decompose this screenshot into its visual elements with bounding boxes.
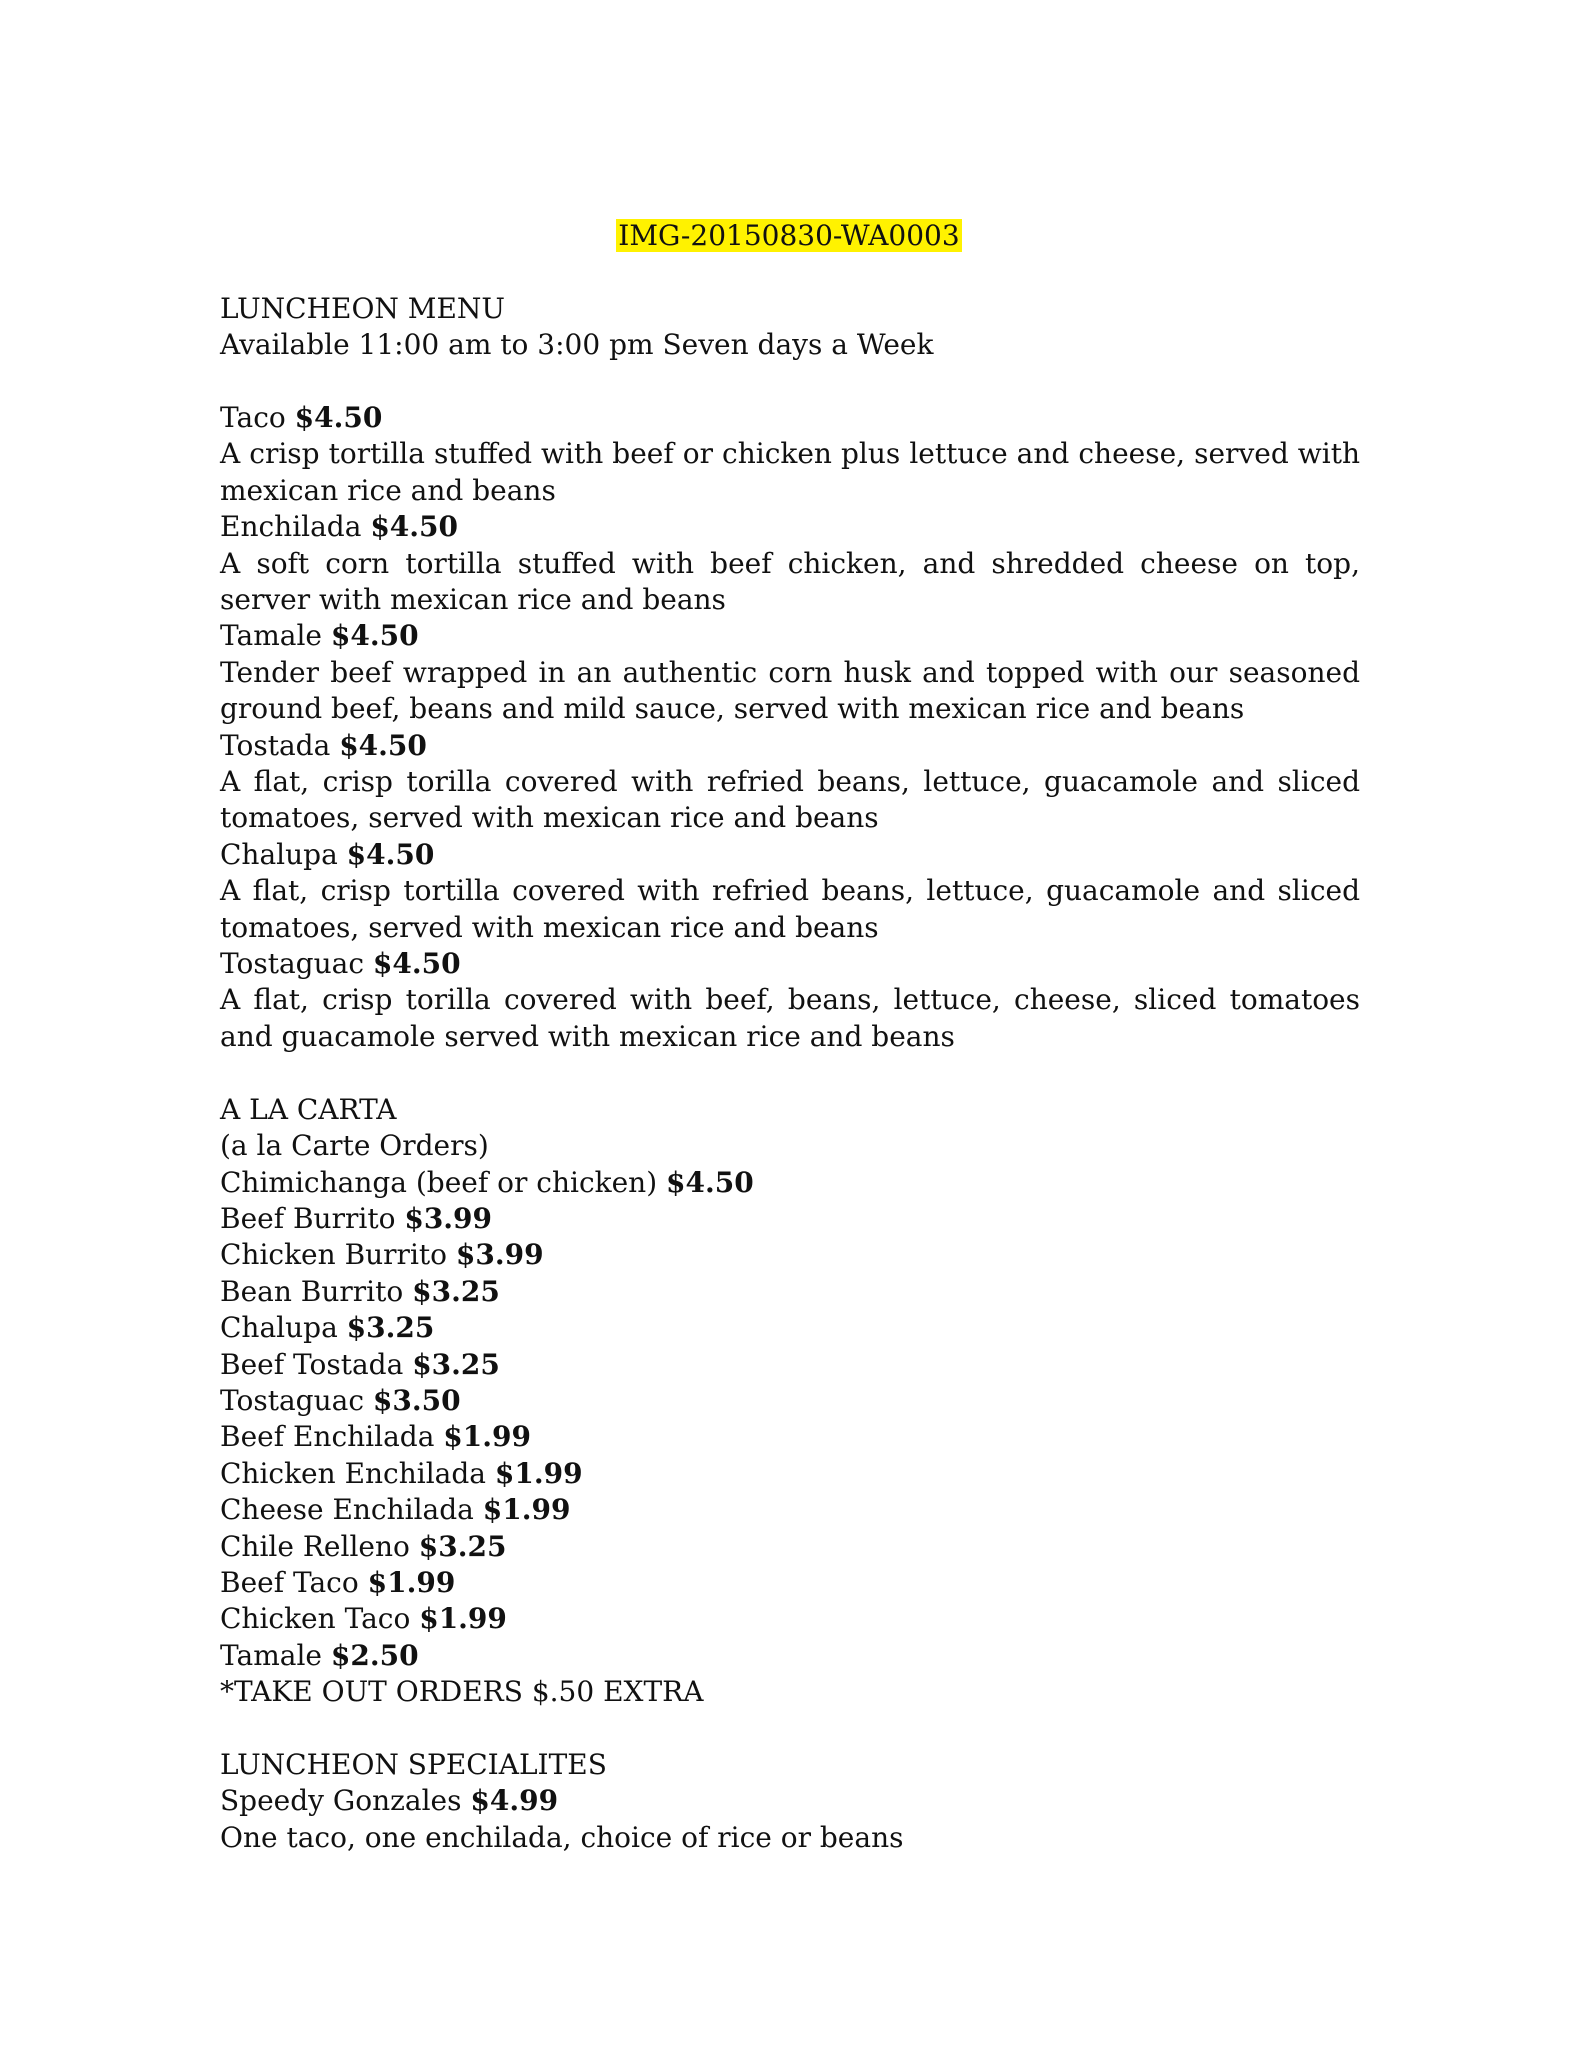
- item-price: $4.50: [346, 837, 435, 871]
- item-price: $4.50: [666, 1165, 754, 1199]
- item-description: A soft corn tortilla stuffed with beef chicken, and shredded cheese on top, server with mexican rice and beans: [220, 546, 1360, 617]
- item-price: $2.50: [330, 1638, 419, 1672]
- spacer: [220, 364, 1360, 400]
- luncheon-availability: Available 11:00 am to 3:00 pm Seven days a Week: [220, 328, 934, 362]
- menu-item-header: [220, 1783, 1360, 1819]
- item-price: $4.50: [330, 619, 419, 653]
- item-name: Chicken Burrito: [220, 1238, 448, 1272]
- list-item: [220, 1274, 1360, 1310]
- item-description: Tender beef wrapped in an authentic corn husk and topped with our seasoned ground beef, beans and mild sauce, served with mexican rice and beans: [220, 655, 1360, 726]
- item-name: Taco: [220, 400, 286, 434]
- item-name: Chicken Taco: [220, 1602, 411, 1636]
- item-description: A crisp tortilla stuffed with beef or chicken plus lettuce and cheese, served with mexican rice and beans: [220, 437, 1360, 507]
- list-item: [220, 1383, 1360, 1419]
- specialite-item: [220, 1783, 1360, 1856]
- document-title: IMG-20150830-WA0003: [618, 219, 960, 252]
- item-description: A flat, crisp tortilla covered with refried beans, lettuce, guacamole and sliced tomatoes, served with mexican rice and beans: [220, 874, 1360, 944]
- item-price: $4.50: [294, 400, 383, 434]
- item-name: Beef Burrito: [220, 1201, 396, 1235]
- menu-item-header: [220, 728, 1360, 764]
- list-item: [220, 1419, 1360, 1455]
- item-price: $3.99: [455, 1238, 544, 1272]
- menu-item-header: [220, 509, 1360, 545]
- item-name: Chicken Enchilada: [220, 1456, 486, 1490]
- a-la-carta-heading: A LA CARTA: [220, 1092, 397, 1126]
- item-name: Bean Burrito: [220, 1274, 404, 1308]
- specialites-heading: LUNCHEON SPECIALITES: [220, 1747, 607, 1781]
- menu-item-header: [220, 618, 1360, 654]
- list-item: [220, 1165, 1360, 1201]
- luncheon-item: [220, 837, 1360, 946]
- luncheon-item: [220, 728, 1360, 837]
- menu-document: [220, 218, 1360, 1856]
- item-description: A flat, crisp torilla covered with refried beans, lettuce, guacamole and sliced tomatoes, served with mexican rice and beans: [220, 765, 1360, 835]
- list-item: [220, 1565, 1360, 1601]
- spacer: [220, 254, 1360, 290]
- item-price: $1.99: [419, 1602, 507, 1636]
- spacer: [220, 1711, 1360, 1747]
- item-name: Beef Enchilada: [220, 1420, 435, 1454]
- item-name: Beef Tostada: [220, 1347, 404, 1381]
- item-price: $1.99: [443, 1420, 531, 1454]
- luncheon-heading: LUNCHEON MENU: [220, 291, 506, 325]
- take-out-note: *TAKE OUT ORDERS $.50 EXTRA: [220, 1675, 704, 1709]
- item-name: Tamale: [220, 619, 322, 653]
- item-price: $3.25: [346, 1311, 435, 1345]
- luncheon-item: [220, 509, 1360, 618]
- document-title-row: [218, 218, 1360, 254]
- item-name: Tostaguac: [220, 1383, 365, 1417]
- item-name: Speedy Gonzales: [220, 1784, 462, 1818]
- item-price: $4.99: [470, 1784, 559, 1818]
- list-item: [220, 1529, 1360, 1565]
- list-item: [220, 1201, 1360, 1237]
- luncheon-item: [220, 946, 1360, 1055]
- item-name: Tostada: [220, 728, 331, 762]
- list-item: [220, 1456, 1360, 1492]
- item-price: $1.99: [482, 1493, 571, 1527]
- luncheon-item: [220, 618, 1360, 727]
- item-description: One taco, one enchilada, choice of rice or beans: [220, 1820, 904, 1854]
- item-name: Chalupa: [220, 837, 338, 871]
- menu-item-header: [220, 946, 1360, 982]
- list-item: [220, 1237, 1360, 1273]
- a-la-carta-subheading: (a la Carte Orders): [220, 1129, 489, 1163]
- item-price: $4.50: [372, 947, 461, 981]
- spacer: [220, 1055, 1360, 1091]
- item-price: $4.50: [339, 728, 427, 762]
- item-name: Cheese Enchilada: [220, 1493, 474, 1527]
- item-price: $3.50: [372, 1383, 461, 1417]
- item-price: $3.25: [412, 1347, 500, 1381]
- list-item: [220, 1310, 1360, 1346]
- item-price: $3.25: [412, 1274, 500, 1308]
- item-name: Tamale: [220, 1638, 322, 1672]
- list-item: [220, 1492, 1360, 1528]
- item-price: $3.99: [404, 1201, 493, 1235]
- item-name: Chalupa: [220, 1311, 338, 1345]
- item-price: $4.50: [370, 510, 459, 544]
- list-item: [220, 1347, 1360, 1383]
- item-name: Chimichanga (beef or chicken): [220, 1165, 658, 1199]
- item-price: $3.25: [418, 1529, 507, 1563]
- menu-item-header: [220, 400, 1360, 436]
- item-name: Beef Taco: [220, 1565, 359, 1599]
- menu-item-header: [220, 837, 1360, 873]
- item-price: $1.99: [367, 1565, 456, 1599]
- luncheon-item: [220, 400, 1360, 509]
- item-name: Enchilada: [220, 510, 362, 544]
- item-name: Chile Relleno: [220, 1529, 410, 1563]
- item-price: $1.99: [494, 1456, 583, 1490]
- item-description: A flat, crisp torilla covered with beef, beans, lettuce, cheese, sliced tomatoes and guacamole served with mexican rice and beans: [220, 983, 1360, 1053]
- list-item: [220, 1638, 1360, 1674]
- list-item: [220, 1601, 1360, 1637]
- item-name: Tostaguac: [220, 947, 365, 981]
